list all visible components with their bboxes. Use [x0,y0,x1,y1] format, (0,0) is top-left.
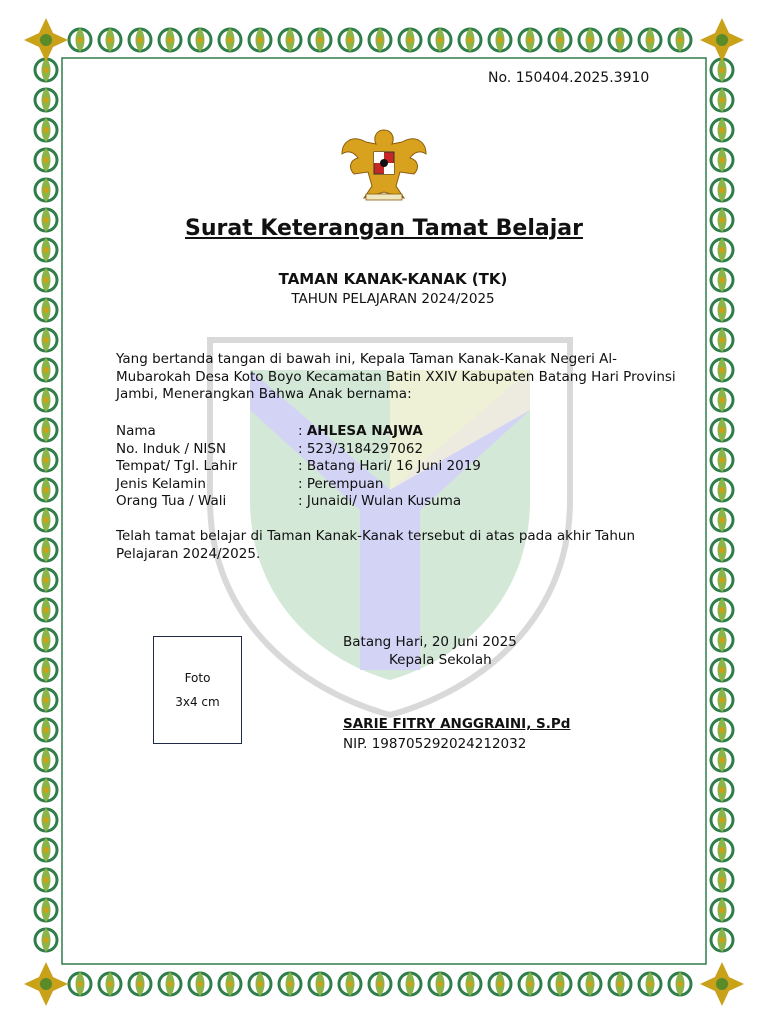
signatory-nip: NIP. 198705292024212032 [343,736,527,752]
field-label: Nama [116,423,156,439]
school-year: TAHUN PELAJARAN 2024/2025 [291,291,495,307]
intro-paragraph: Yang bertanda tangan di bawah ini, Kepala Taman Kanak-Kanak Negeri Al-Mubarokah Desa Koto Boyo Kecamatan Batin XXIV Kabupaten Batang Hari Provinsi Jambi, Menerangkan Bahwa Anak bernama: [116,351,676,402]
field-separator: : [298,440,307,457]
signature-role: Kepala Sekolah [389,652,492,668]
closing-paragraph: Telah tamat belajar di Taman Kanak-Kanak tersebut di atas pada akhir Tahun Pelajaran 2024/2025. [116,528,636,562]
field-value: 523/3184297062 [306,440,424,457]
photo-size: 3x4 cm [175,695,220,709]
field-separator: : [298,493,307,509]
field-label: Jenis Kelamin [116,475,206,492]
field-separator: : [298,423,307,439]
field-separator: : [298,458,307,474]
field-value [298,423,423,441]
signatory-name: SARIE FITRY ANGGRAINI, S.Pd [343,716,571,732]
field-label: Orang Tua / Wali [116,493,227,509]
field-label: Tempat/ Tgl. Lahir [116,458,238,474]
field-row-birth [116,458,481,476]
student-fields [116,423,481,511]
garuda-emblem-icon [340,124,428,204]
field-row-gender [116,476,481,494]
field-value: Junaidi/ Wulan Kusuma [306,493,462,509]
photo-label: Foto [184,671,211,685]
document-title: Surat Keterangan Tamat Belajar [185,216,583,241]
field-label: No. Induk / NISN [116,440,227,457]
field-row-nisn [116,441,481,459]
student-name: AHLESA NAJWA [306,423,423,439]
school-name: TAMAN KANAK-KANAK (TK) [278,270,508,288]
field-row-nama [116,423,481,441]
photo-placeholder [153,636,242,744]
document-number: No. 150404.2025.3910 [488,70,650,86]
field-value: Perempuan [306,475,384,492]
signature-place-date: Batang Hari, 20 Juni 2025 [343,634,517,650]
field-separator: : [298,475,307,492]
field-row-parent [116,493,481,511]
field-value: Batang Hari/ 16 Juni 2019 [306,458,481,474]
